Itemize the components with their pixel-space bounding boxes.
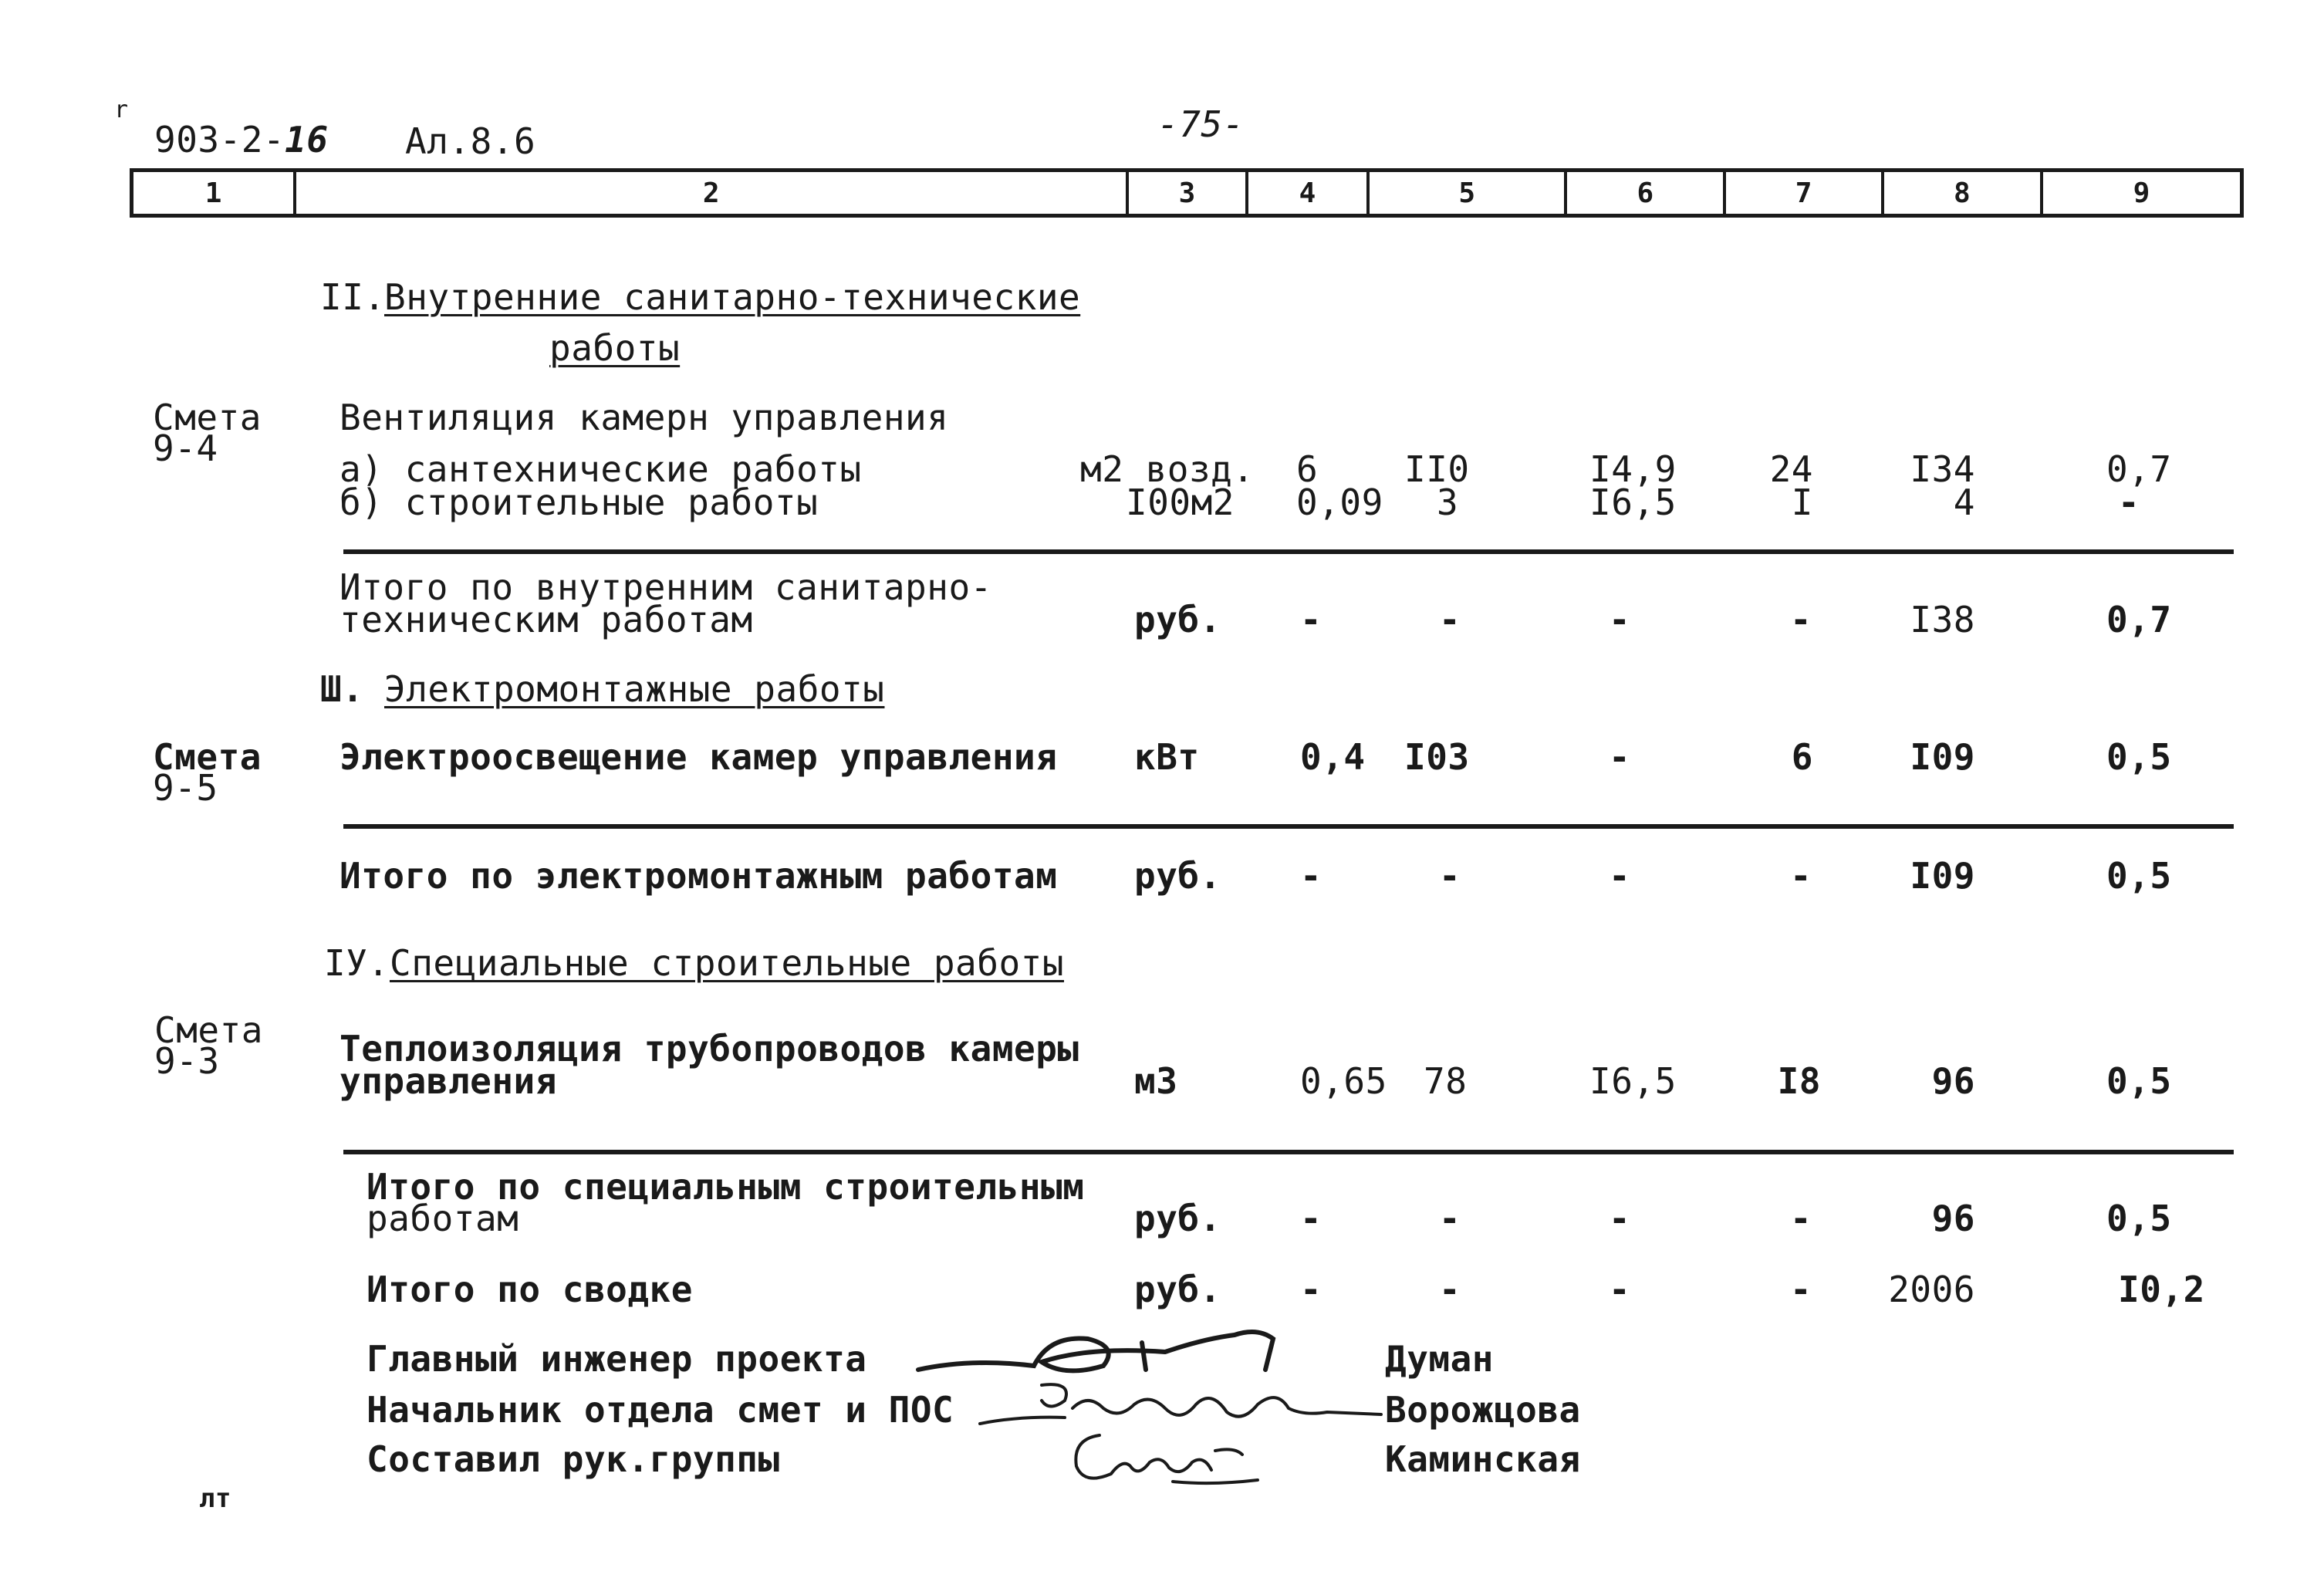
- row-unit: кВт: [1134, 736, 1200, 778]
- section-2-number: II.: [320, 276, 386, 318]
- total-c5: -: [1439, 855, 1461, 897]
- col-header-5: 5: [1370, 172, 1567, 214]
- row-c8: 4: [1953, 482, 1975, 523]
- column-header-row: [130, 168, 2244, 218]
- col-header-9: 9: [2133, 177, 2150, 209]
- total-c9: 0,5: [2106, 1198, 2172, 1239]
- col-header-3: 3: [1129, 172, 1248, 214]
- total-c4: -: [1300, 1198, 1322, 1239]
- row-name-line2: управления: [339, 1060, 557, 1102]
- col-header-6: 6: [1567, 172, 1726, 214]
- row-c7: I8: [1777, 1060, 1821, 1102]
- row-c7: I: [1791, 482, 1813, 523]
- signature-role: Главный инженер проекта: [367, 1338, 867, 1380]
- col-header-2: 2: [296, 172, 1129, 214]
- row-c4: 0,65: [1300, 1060, 1387, 1102]
- total-c4: -: [1300, 855, 1322, 897]
- grand-total-label: Итого по сводке: [367, 1269, 693, 1310]
- col-header-4: 4: [1248, 172, 1370, 214]
- row-c6: I6,5: [1589, 1060, 1677, 1102]
- total-unit: руб.: [1134, 599, 1221, 640]
- row-c5: 78: [1424, 1060, 1468, 1102]
- doc-code-suffix: 16: [285, 119, 329, 161]
- signature-name: Думан: [1385, 1338, 1494, 1380]
- signature-name: Каминская: [1385, 1438, 1581, 1480]
- total-label-line2: техническим работам: [339, 599, 753, 640]
- total-c5: -: [1439, 599, 1461, 640]
- estimate-label: Смета: [153, 397, 262, 438]
- total-label: Итого по электромонтажным работам: [339, 855, 1058, 897]
- total-unit: руб.: [1134, 1198, 1221, 1239]
- row-c6: -: [1609, 736, 1631, 778]
- total-c4: -: [1300, 599, 1322, 640]
- estimate-label: Смета: [154, 1009, 263, 1051]
- total-c8: I09: [1910, 855, 1975, 897]
- row-c9: 0,5: [2106, 736, 2172, 778]
- total-label-line2: работам: [367, 1198, 519, 1239]
- total-c5: -: [1439, 1198, 1461, 1239]
- col-header-8: 8: [1884, 172, 2043, 214]
- corner-mark: r: [114, 96, 129, 123]
- total-c8: 96: [1931, 1198, 1975, 1239]
- row-c4: 0,09: [1296, 482, 1383, 523]
- row-c8: 96: [1931, 1060, 1975, 1102]
- estimate-number: 9-5: [153, 767, 218, 809]
- col-header-1: 1: [133, 172, 296, 214]
- total-c9: 0,7: [2106, 599, 2172, 640]
- row-c5: 3: [1437, 482, 1459, 523]
- row-name: Электроосвещение камер управления: [339, 736, 1058, 778]
- grand-total-c6: -: [1609, 1269, 1631, 1310]
- row-c5: I03: [1404, 736, 1470, 778]
- total-c9: 0,5: [2106, 855, 2172, 897]
- total-c6: -: [1609, 855, 1631, 897]
- signature-role: Составил рук.группы: [367, 1438, 780, 1480]
- grand-total-c8: 2006: [1888, 1269, 1975, 1310]
- section-2-title-line1: Внутренние санитарно-технические: [384, 276, 1081, 318]
- row-c9: 0,5: [2106, 1060, 2172, 1102]
- row-name: б) строительные работы: [339, 482, 819, 523]
- doc-code-prefix: 903-2-: [154, 119, 285, 161]
- total-c8: I38: [1910, 599, 1975, 640]
- section-2-title-line2: работы: [549, 327, 681, 369]
- row-c6: I4,9: [1589, 448, 1677, 490]
- grand-total-c9: I0,2: [2118, 1269, 2205, 1310]
- estimate-number: 9-3: [154, 1040, 220, 1082]
- row-c5: II0: [1404, 448, 1470, 490]
- row-c4: 6: [1296, 448, 1319, 490]
- page-number: -75-: [1157, 103, 1245, 145]
- total-c7: -: [1790, 1198, 1812, 1239]
- total-label-line1: Итого по внутренним санитарно-: [339, 566, 992, 608]
- row-c9: 0,7: [2106, 448, 2172, 490]
- grand-total-c5: -: [1439, 1269, 1461, 1310]
- total-label-line1: Итого по специальным строительным: [367, 1166, 1085, 1208]
- signature-role: Начальник отдела смет и ПОС: [367, 1389, 954, 1431]
- row-c4: 0,4: [1300, 736, 1366, 778]
- section-4-title: Специальные строительные работы: [390, 942, 1065, 984]
- section-4-number: IУ.: [324, 942, 390, 984]
- signature-scribble-compiler: [1057, 1420, 1289, 1489]
- row-c7: 24: [1769, 448, 1813, 490]
- item-title: Вентиляция камерн управления: [339, 397, 949, 438]
- row-name-line1: Теплоизоляция трубопроводов камеры: [339, 1028, 1079, 1070]
- doc-code: [154, 119, 329, 161]
- separator-rule: [343, 824, 2234, 829]
- row-c8: I09: [1910, 736, 1975, 778]
- total-c6: -: [1609, 1198, 1631, 1239]
- col-header-7: 7: [1726, 172, 1883, 214]
- grand-total-c7: -: [1790, 1269, 1812, 1310]
- total-unit: руб.: [1134, 855, 1221, 897]
- estimate-label: Смета: [153, 736, 262, 778]
- row-name: а) сантехнические работы: [339, 448, 862, 490]
- row-c7: 6: [1791, 736, 1813, 778]
- section-3-title: Электромонтажные работы: [384, 668, 885, 710]
- footer-mark: лт: [199, 1483, 231, 1514]
- total-c6: -: [1609, 599, 1631, 640]
- separator-rule: [343, 1150, 2234, 1154]
- row-unit: м3: [1134, 1060, 1178, 1102]
- row-unit: м2 возд.: [1080, 448, 1255, 490]
- album-number: Ал.8.6: [405, 120, 536, 162]
- row-c8: I34: [1910, 448, 1975, 490]
- section-3-number: Ш.: [320, 668, 364, 710]
- estimate-number: 9-4: [153, 427, 218, 469]
- grand-total-unit: руб.: [1134, 1269, 1221, 1310]
- signature-name: Ворожцова: [1385, 1389, 1581, 1431]
- total-c7: -: [1790, 855, 1812, 897]
- row-c9: -: [2118, 482, 2140, 523]
- row-unit: I00м2: [1126, 482, 1235, 523]
- row-c6: I6,5: [1589, 482, 1677, 523]
- total-c7: -: [1790, 599, 1812, 640]
- grand-total-c4: -: [1300, 1269, 1322, 1310]
- separator-rule: [343, 549, 2234, 554]
